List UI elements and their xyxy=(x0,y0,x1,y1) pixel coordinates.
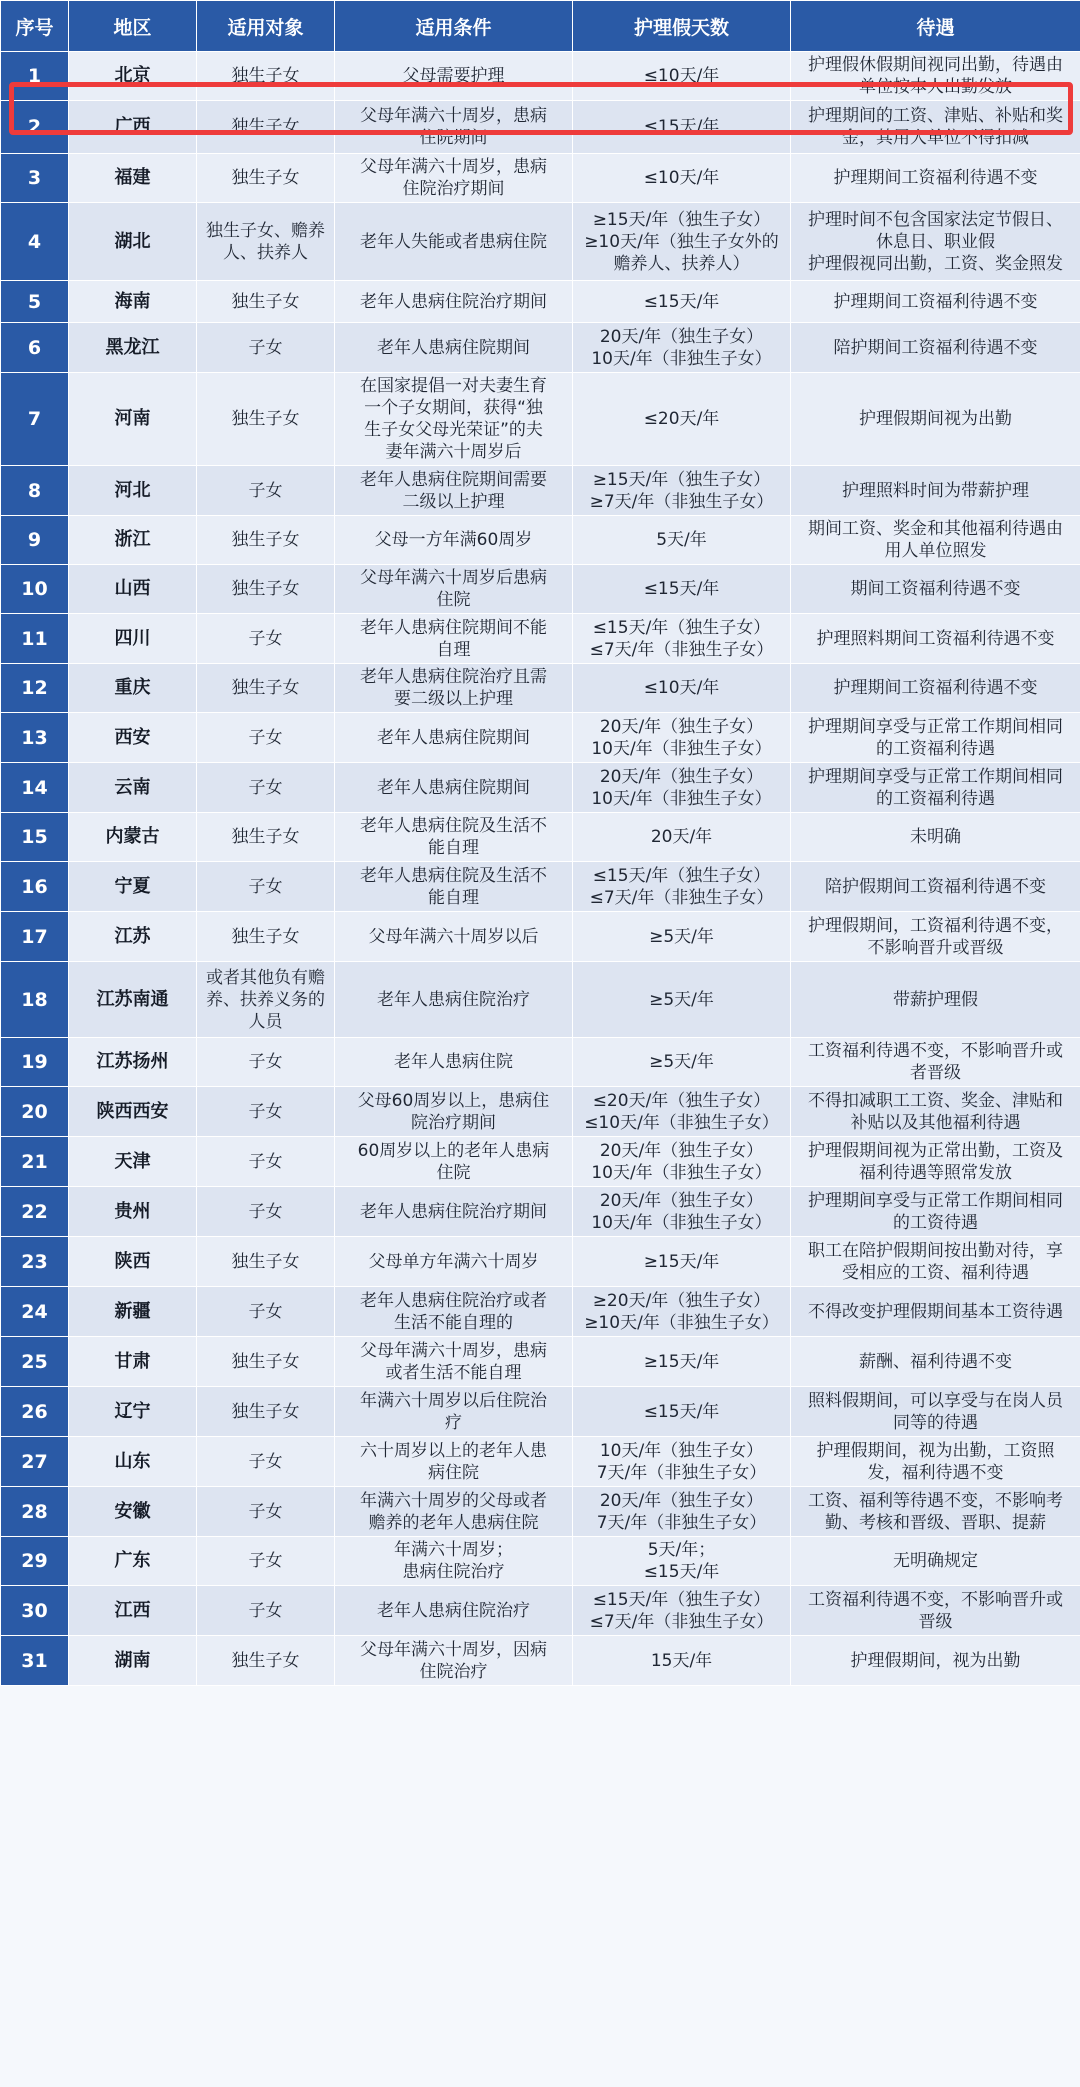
cell-condition: 老年人患病住院期间 xyxy=(335,323,573,373)
cell-benefit: 工资福利待遇不变，不影响晋升或 者晋级 xyxy=(791,1038,1080,1087)
cell-region: 山西 xyxy=(69,565,197,614)
cell-days: ≥5天/年 xyxy=(573,962,791,1038)
cell-target: 子女 xyxy=(197,1586,335,1636)
cell-days: 15天/年 xyxy=(573,1636,791,1686)
cell-target: 子女 xyxy=(197,1487,335,1537)
cell-no: 31 xyxy=(1,1636,69,1686)
cell-target: 子女 xyxy=(197,1437,335,1487)
cell-days: ≤15天/年 xyxy=(573,1387,791,1437)
cell-benefit: 护理假期间，工资福利待遇不变， 不影响晋升或晋级 xyxy=(791,912,1080,962)
cell-days: ≥5天/年 xyxy=(573,912,791,962)
table-row xyxy=(1,1237,1080,1287)
cell-target: 独生子女 xyxy=(197,281,335,323)
table-row xyxy=(1,281,1080,323)
table-row xyxy=(1,1437,1080,1487)
cell-region: 广东 xyxy=(69,1537,197,1586)
cell-condition: 父母一方年满60周岁 xyxy=(335,516,573,565)
cell-no: 2 xyxy=(1,101,69,154)
cell-no: 19 xyxy=(1,1038,69,1087)
cell-target: 或者其他负有赡 养、扶养义务的 人员 xyxy=(197,962,335,1038)
table-row xyxy=(1,1636,1080,1686)
table-row xyxy=(1,565,1080,614)
cell-region: 重庆 xyxy=(69,664,197,713)
cell-target: 独生子女 xyxy=(197,1636,335,1686)
cell-condition: 父母年满六十周岁后患病 住院 xyxy=(335,565,573,614)
cell-benefit: 护理照料时间为带薪护理 xyxy=(791,466,1080,516)
cell-region: 江苏 xyxy=(69,912,197,962)
cell-no: 28 xyxy=(1,1487,69,1537)
table-row xyxy=(1,614,1080,664)
table-row xyxy=(1,862,1080,912)
cell-days: ≥15天/年（独生子女） ≥10天/年（独生子女外的 赡养人、扶养人） xyxy=(573,203,791,281)
table-body xyxy=(1,52,1080,1686)
cell-benefit: 护理期间工资福利待遇不变 xyxy=(791,154,1080,203)
cell-benefit: 未明确 xyxy=(791,813,1080,862)
table-row xyxy=(1,1337,1080,1387)
table-row xyxy=(1,1087,1080,1137)
cell-no: 10 xyxy=(1,565,69,614)
cell-region: 云南 xyxy=(69,763,197,813)
cell-benefit: 工资、福利等待遇不变，不影响考 勤、考核和晋级、晋职、提薪 xyxy=(791,1487,1080,1537)
cell-benefit: 陪护假期间工资福利待遇不变 xyxy=(791,862,1080,912)
cell-target: 子女 xyxy=(197,1287,335,1337)
cell-target: 子女 xyxy=(197,1087,335,1137)
cell-condition: 父母单方年满六十周岁 xyxy=(335,1237,573,1287)
cell-no: 20 xyxy=(1,1087,69,1137)
cell-benefit: 护理照料期间工资福利待遇不变 xyxy=(791,614,1080,664)
cell-no: 4 xyxy=(1,203,69,281)
cell-no: 5 xyxy=(1,281,69,323)
table-row xyxy=(1,664,1080,713)
cell-condition: 父母年满六十周岁以后 xyxy=(335,912,573,962)
cell-days: ≤10天/年 xyxy=(573,52,791,101)
cell-condition: 年满六十周岁以后住院治 疗 xyxy=(335,1387,573,1437)
cell-no: 1 xyxy=(1,52,69,101)
cell-region: 陕西 xyxy=(69,1237,197,1287)
cell-region: 河北 xyxy=(69,466,197,516)
table-row xyxy=(1,466,1080,516)
cell-condition: 父母年满六十周岁，患病 或者生活不能自理 xyxy=(335,1337,573,1387)
cell-days: ≤15天/年 xyxy=(573,565,791,614)
table-row xyxy=(1,962,1080,1038)
cell-days: 10天/年（独生子女） 7天/年（非独生子女） xyxy=(573,1437,791,1487)
cell-benefit: 期间工资、奖金和其他福利待遇由 用人单位照发 xyxy=(791,516,1080,565)
cell-days: 20天/年 xyxy=(573,813,791,862)
cell-region: 江西 xyxy=(69,1586,197,1636)
cell-condition: 年满六十周岁的父母或者 赡养的老年人患病住院 xyxy=(335,1487,573,1537)
cell-no: 22 xyxy=(1,1187,69,1237)
cell-benefit: 护理期间享受与正常工作期间相同 的工资福利待遇 xyxy=(791,763,1080,813)
table-row xyxy=(1,713,1080,763)
cell-region: 新疆 xyxy=(69,1287,197,1337)
cell-benefit: 期间工资福利待遇不变 xyxy=(791,565,1080,614)
cell-benefit: 护理假期间视为正常出勤，工资及 福利待遇等照常发放 xyxy=(791,1137,1080,1187)
cell-region: 贵州 xyxy=(69,1187,197,1237)
table-row xyxy=(1,1287,1080,1337)
cell-region: 江苏南通 xyxy=(69,962,197,1038)
cell-no: 27 xyxy=(1,1437,69,1487)
table-row xyxy=(1,516,1080,565)
cell-condition: 老年人患病住院治疗期间 xyxy=(335,281,573,323)
cell-no: 15 xyxy=(1,813,69,862)
cell-days: 5天/年； ≤15天/年 xyxy=(573,1537,791,1586)
cell-no: 18 xyxy=(1,962,69,1038)
cell-target: 子女 xyxy=(197,1038,335,1087)
cell-days: ≤15天/年（独生子女） ≤7天/年（非独生子女） xyxy=(573,1586,791,1636)
table-row xyxy=(1,912,1080,962)
table-row xyxy=(1,813,1080,862)
cell-no: 7 xyxy=(1,373,69,466)
cell-condition: 老年人患病住院治疗期间 xyxy=(335,1187,573,1237)
cell-target: 子女 xyxy=(197,323,335,373)
table-row xyxy=(1,1187,1080,1237)
cell-benefit: 不得扣减职工工资、奖金、津贴和 补贴以及其他福利待遇 xyxy=(791,1087,1080,1137)
cell-days: ≤15天/年 xyxy=(573,281,791,323)
cell-region: 四川 xyxy=(69,614,197,664)
cell-days: ≥15天/年 xyxy=(573,1337,791,1387)
cell-no: 9 xyxy=(1,516,69,565)
cell-region: 陕西西安 xyxy=(69,1087,197,1137)
cell-target: 独生子女 xyxy=(197,1237,335,1287)
cell-no: 11 xyxy=(1,614,69,664)
cell-condition: 六十周岁以上的老年人患 病住院 xyxy=(335,1437,573,1487)
header-region: 地区 xyxy=(69,1,197,52)
cell-benefit: 护理期间享受与正常工作期间相同 的工资福利待遇 xyxy=(791,713,1080,763)
cell-condition: 父母年满六十周岁，患病 住院治疗期间 xyxy=(335,154,573,203)
header-target: 适用对象 xyxy=(197,1,335,52)
table-row xyxy=(1,1537,1080,1586)
cell-condition: 老年人患病住院期间需要 二级以上护理 xyxy=(335,466,573,516)
cell-condition: 在国家提倡一对夫妻生育 一个子女期间，获得“独 生子女父母光荣证”的夫 妻年满六十周岁后 xyxy=(335,373,573,466)
table-row xyxy=(1,323,1080,373)
cell-days: 5天/年 xyxy=(573,516,791,565)
cell-target: 子女 xyxy=(197,614,335,664)
cell-region: 西安 xyxy=(69,713,197,763)
table-row xyxy=(1,203,1080,281)
cell-benefit: 带薪护理假 xyxy=(791,962,1080,1038)
cell-no: 29 xyxy=(1,1537,69,1586)
cell-region: 广西 xyxy=(69,101,197,154)
cell-region: 山东 xyxy=(69,1437,197,1487)
cell-target: 独生子女 xyxy=(197,154,335,203)
cell-condition: 老年人患病住院期间 xyxy=(335,763,573,813)
cell-target: 独生子女 xyxy=(197,516,335,565)
cell-condition: 父母年满六十周岁，因病 住院治疗 xyxy=(335,1636,573,1686)
cell-condition: 老年人患病住院期间 xyxy=(335,713,573,763)
cell-region: 湖北 xyxy=(69,203,197,281)
cell-condition: 老年人患病住院及生活不 能自理 xyxy=(335,813,573,862)
cell-target: 独生子女 xyxy=(197,565,335,614)
cell-no: 14 xyxy=(1,763,69,813)
cell-days: ≤15天/年 xyxy=(573,101,791,154)
cell-region: 海南 xyxy=(69,281,197,323)
cell-no: 24 xyxy=(1,1287,69,1337)
table-row xyxy=(1,52,1080,101)
table-row xyxy=(1,1487,1080,1537)
cell-region: 辽宁 xyxy=(69,1387,197,1437)
cell-target: 独生子女、赡养 人、扶养人 xyxy=(197,203,335,281)
table-row xyxy=(1,373,1080,466)
table-row xyxy=(1,1387,1080,1437)
cell-benefit: 陪护期间工资福利待遇不变 xyxy=(791,323,1080,373)
cell-target: 独生子女 xyxy=(197,1387,335,1437)
table-row xyxy=(1,1137,1080,1187)
cell-condition: 老年人患病住院及生活不 能自理 xyxy=(335,862,573,912)
cell-benefit: 护理假休假期间视同出勤，待遇由 单位按本人出勤发放 xyxy=(791,52,1080,101)
cell-condition: 老年人患病住院治疗 xyxy=(335,1586,573,1636)
cell-days: ≥5天/年 xyxy=(573,1038,791,1087)
cell-condition: 父母年满六十周岁，患病 住院期间 xyxy=(335,101,573,154)
cell-no: 3 xyxy=(1,154,69,203)
cell-benefit: 职工在陪护假期间按出勤对待，享 受相应的工资、福利待遇 xyxy=(791,1237,1080,1287)
header-days: 护理假天数 xyxy=(573,1,791,52)
cell-target: 子女 xyxy=(197,763,335,813)
cell-target: 独生子女 xyxy=(197,52,335,101)
cell-no: 13 xyxy=(1,713,69,763)
cell-region: 北京 xyxy=(69,52,197,101)
cell-target: 子女 xyxy=(197,862,335,912)
cell-region: 安徽 xyxy=(69,1487,197,1537)
cell-days: 20天/年（独生子女） 10天/年（非独生子女） xyxy=(573,323,791,373)
cell-target: 子女 xyxy=(197,1537,335,1586)
cell-no: 30 xyxy=(1,1586,69,1636)
cell-benefit: 护理假期间，视为出勤 xyxy=(791,1636,1080,1686)
cell-days: ≥15天/年 xyxy=(573,1237,791,1287)
cell-condition: 60周岁以上的老年人患病 住院 xyxy=(335,1137,573,1187)
cell-benefit: 护理期间的工资、津贴、补贴和奖 金，其用人单位不得扣减 xyxy=(791,101,1080,154)
cell-region: 江苏扬州 xyxy=(69,1038,197,1087)
cell-benefit: 无明确规定 xyxy=(791,1537,1080,1586)
table-row xyxy=(1,101,1080,154)
header-benefit: 待遇 xyxy=(791,1,1080,52)
cell-target: 独生子女 xyxy=(197,101,335,154)
cell-condition: 老年人患病住院 xyxy=(335,1038,573,1087)
table-row xyxy=(1,1586,1080,1636)
cell-condition: 老年人失能或者患病住院 xyxy=(335,203,573,281)
table-row xyxy=(1,1038,1080,1087)
cell-days: 20天/年（独生子女） 10天/年（非独生子女） xyxy=(573,1137,791,1187)
cell-days: ≤20天/年（独生子女） ≤10天/年（非独生子女） xyxy=(573,1087,791,1137)
cell-days: ≤15天/年（独生子女） ≤7天/年（非独生子女） xyxy=(573,862,791,912)
cell-region: 宁夏 xyxy=(69,862,197,912)
cell-no: 17 xyxy=(1,912,69,962)
cell-condition: 老年人患病住院治疗且需 要二级以上护理 xyxy=(335,664,573,713)
cell-region: 内蒙古 xyxy=(69,813,197,862)
cell-region: 天津 xyxy=(69,1137,197,1187)
cell-target: 子女 xyxy=(197,713,335,763)
cell-no: 25 xyxy=(1,1337,69,1387)
cell-benefit: 护理时间不包含国家法定节假日、 休息日、职业假 护理假视同出勤，工资、奖金照发 xyxy=(791,203,1080,281)
cell-target: 独生子女 xyxy=(197,813,335,862)
table-row xyxy=(1,763,1080,813)
cell-no: 23 xyxy=(1,1237,69,1287)
cell-region: 甘肃 xyxy=(69,1337,197,1387)
cell-days: 20天/年（独生子女） 10天/年（非独生子女） xyxy=(573,713,791,763)
cell-benefit: 护理期间工资福利待遇不变 xyxy=(791,281,1080,323)
cell-benefit: 护理期间享受与正常工作期间相同 的工资待遇 xyxy=(791,1187,1080,1237)
cell-target: 子女 xyxy=(197,1187,335,1237)
cell-days: 20天/年（独生子女） 10天/年（非独生子女） xyxy=(573,1187,791,1237)
cell-target: 独生子女 xyxy=(197,1337,335,1387)
cell-no: 8 xyxy=(1,466,69,516)
cell-target: 独生子女 xyxy=(197,373,335,466)
table-header-row xyxy=(1,1,1080,52)
cell-condition: 年满六十周岁； 患病住院治疗 xyxy=(335,1537,573,1586)
table-row xyxy=(1,154,1080,203)
header-condition: 适用条件 xyxy=(335,1,573,52)
cell-days: ≤15天/年（独生子女） ≤7天/年（非独生子女） xyxy=(573,614,791,664)
cell-days: ≤20天/年 xyxy=(573,373,791,466)
cell-benefit: 不得改变护理假期间基本工资待遇 xyxy=(791,1287,1080,1337)
cell-benefit: 工资福利待遇不变，不影响晋升或 晋级 xyxy=(791,1586,1080,1636)
cell-no: 6 xyxy=(1,323,69,373)
cell-target: 独生子女 xyxy=(197,664,335,713)
cell-condition: 老年人患病住院治疗或者 生活不能自理的 xyxy=(335,1287,573,1337)
cell-condition: 父母60周岁以上，患病住 院治疗期间 xyxy=(335,1087,573,1137)
cell-no: 21 xyxy=(1,1137,69,1187)
cell-condition: 父母需要护理 xyxy=(335,52,573,101)
cell-days: ≥20天/年（独生子女） ≥10天/年（非独生子女） xyxy=(573,1287,791,1337)
cell-condition: 老年人患病住院治疗 xyxy=(335,962,573,1038)
cell-region: 湖南 xyxy=(69,1636,197,1686)
cell-days: ≤10天/年 xyxy=(573,664,791,713)
cell-no: 16 xyxy=(1,862,69,912)
cell-benefit: 照料假期间，可以享受与在岗人员 同等的待遇 xyxy=(791,1387,1080,1437)
cell-no: 26 xyxy=(1,1387,69,1437)
cell-days: ≤10天/年 xyxy=(573,154,791,203)
cell-region: 浙江 xyxy=(69,516,197,565)
cell-days: 20天/年（独生子女） 10天/年（非独生子女） xyxy=(573,763,791,813)
cell-benefit: 护理假期间视为出勤 xyxy=(791,373,1080,466)
cell-region: 河南 xyxy=(69,373,197,466)
cell-target: 子女 xyxy=(197,1137,335,1187)
cell-region: 黑龙江 xyxy=(69,323,197,373)
cell-benefit: 薪酬、福利待遇不变 xyxy=(791,1337,1080,1387)
cell-days: ≥15天/年（独生子女） ≥7天/年（非独生子女） xyxy=(573,466,791,516)
cell-no: 12 xyxy=(1,664,69,713)
cell-target: 子女 xyxy=(197,466,335,516)
cell-days: 20天/年（独生子女） 7天/年（非独生子女） xyxy=(573,1487,791,1537)
cell-benefit: 护理假期间，视为出勤，工资照 发，福利待遇不变 xyxy=(791,1437,1080,1487)
cell-target: 独生子女 xyxy=(197,912,335,962)
cell-benefit: 护理期间工资福利待遇不变 xyxy=(791,664,1080,713)
cell-region: 福建 xyxy=(69,154,197,203)
header-no: 序号 xyxy=(1,1,69,52)
cell-condition: 老年人患病住院期间不能 自理 xyxy=(335,614,573,664)
